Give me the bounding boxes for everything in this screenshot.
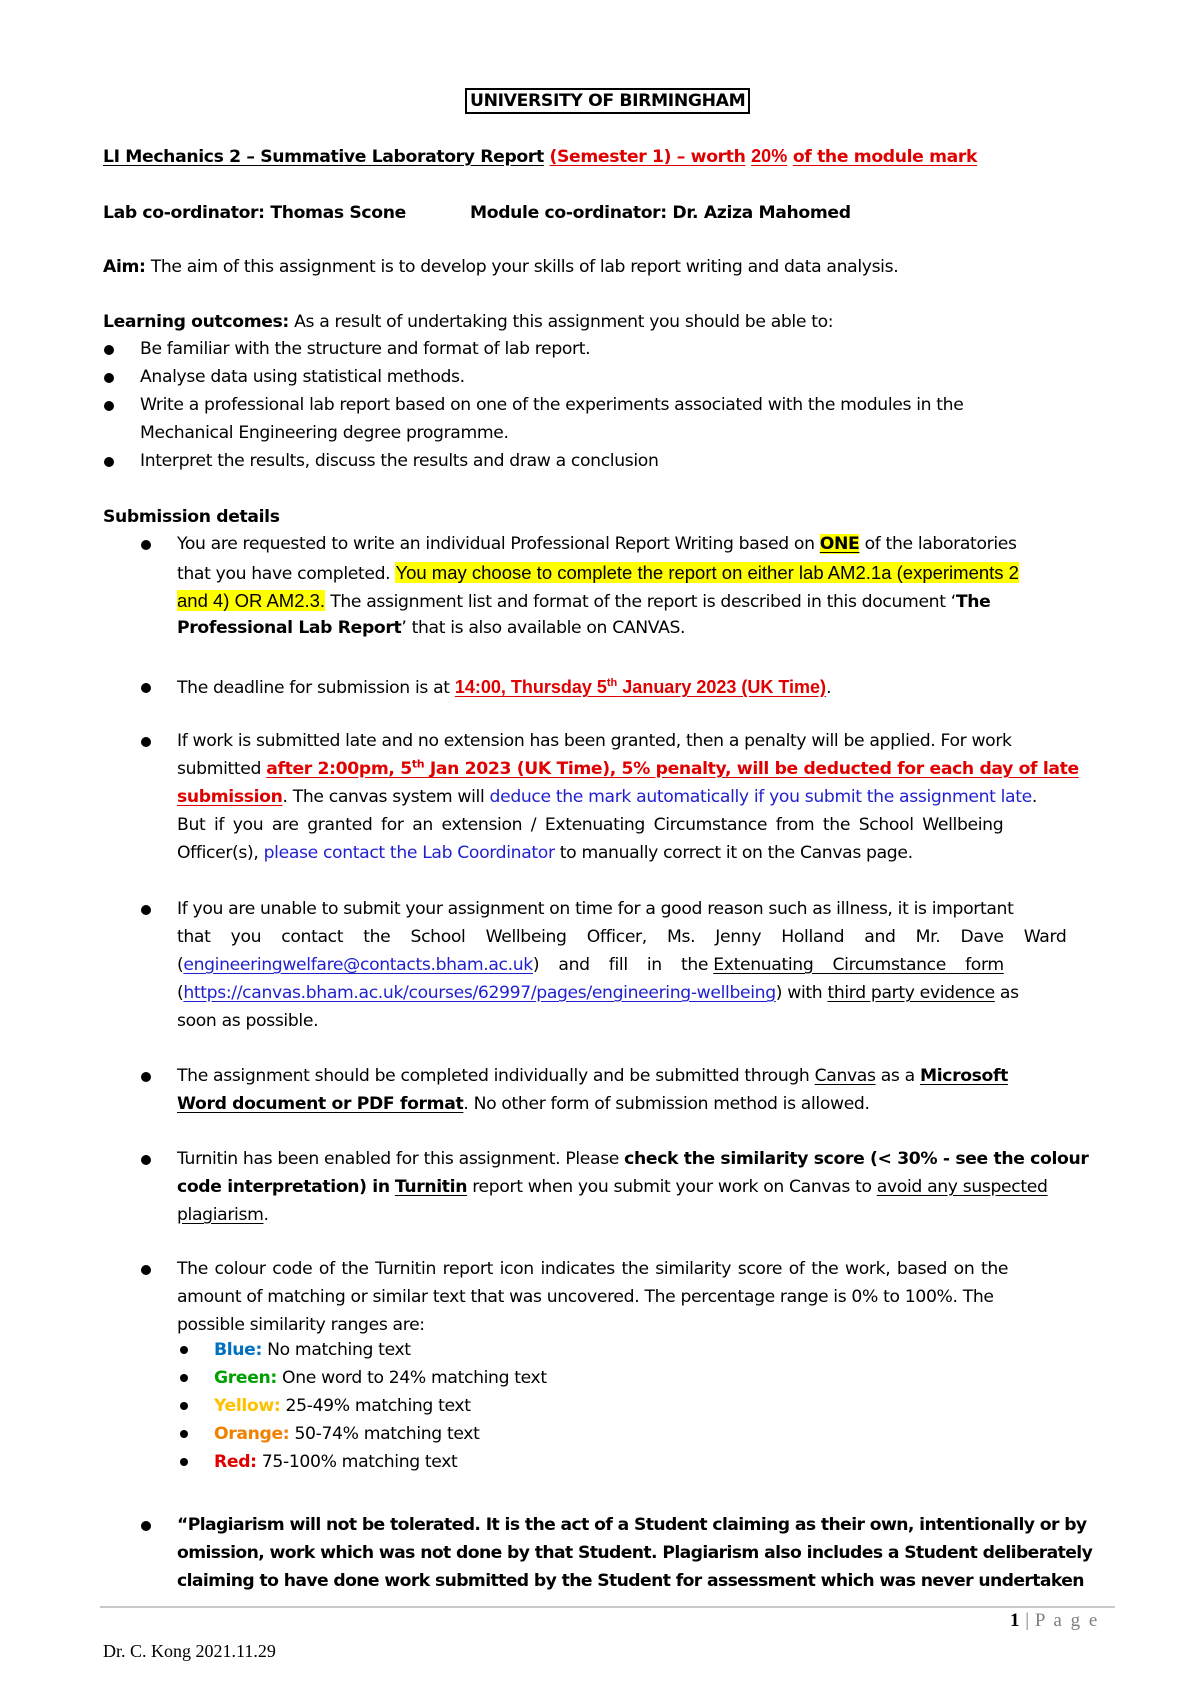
page-num: 1 (1010, 1610, 1020, 1631)
p6-text: Turnitin has been enabled for this assignment. Please (177, 1149, 620, 1169)
bullet-icon (141, 1521, 151, 1531)
p4-as: as (999, 983, 1019, 1003)
title-percent: 20% (751, 146, 788, 166)
p1-text-g: ’ that is also available on CANVAS. (401, 618, 686, 638)
p4-paren2: ( (177, 983, 184, 1003)
p6-check: check the similarity score (< 30% - see the colour (624, 1149, 1089, 1169)
p5-microsoft: Microsoft (919, 1066, 1009, 1086)
welfare-email-link[interactable]: engineeringwelfare@contacts.bham.ac.uk (183, 955, 533, 975)
p6-line2 (177, 1174, 1048, 1201)
bullet-icon (180, 1402, 188, 1410)
p3-deduce: deduce the mark automatically if you submit the assignment late (489, 787, 1032, 807)
aim-label: Aim: (103, 257, 146, 277)
range-label: Orange: (214, 1424, 290, 1444)
p3-text-b: . The canvas system will (282, 787, 485, 807)
p8-line3: claiming to have done work submitted by the Student for assessment which was never undertaken (177, 1571, 1084, 1591)
range-yellow (214, 1393, 471, 1420)
p6-line3 (177, 1202, 269, 1229)
p1-line4 (177, 615, 685, 642)
p1-line2 (177, 559, 1019, 588)
p6-turnitin: Turnitin (394, 1177, 468, 1197)
p4-line5: soon as possible. (177, 1011, 319, 1031)
p1-text-b: of the laboratories (864, 534, 1017, 554)
learning-item: Analyse data using statistical methods. (140, 367, 465, 387)
p6-plagiarism: plagiarism (177, 1205, 264, 1225)
p6-line1 (177, 1146, 1088, 1173)
deadline (455, 677, 826, 697)
p6-report: report when you submit your work on Canvas to (472, 1177, 872, 1197)
p5-format: Word document or PDF format (177, 1094, 464, 1114)
learning-item: Be familiar with the structure and format of lab report. (140, 339, 591, 359)
bullet-icon (141, 540, 151, 550)
p4-paren: ( (177, 955, 184, 975)
p3-officer: Officer(s), (177, 843, 259, 863)
bullet-icon (141, 905, 151, 915)
p8-line2: omission, work which was not done by that Student. Plagiarism also includes a Student deliberately (177, 1543, 1093, 1563)
range-label: Yellow: (214, 1396, 281, 1416)
report-title (103, 143, 977, 171)
aim-text: The aim of this assignment is to develop your skills of lab report writing and data analysis. (150, 257, 899, 277)
p6-avoid: avoid any suspected (876, 1177, 1048, 1197)
deadline-sup: th (606, 677, 618, 689)
p3-penalty-a: after 2:00pm, 5 (266, 759, 412, 779)
p1-text-d: The assignment list and format of the report is described in this document ‘ (330, 592, 956, 612)
page-sep: | (1025, 1610, 1030, 1631)
p3-line5 (177, 840, 913, 867)
title-semester: (Semester 1) – worth (549, 147, 746, 167)
p3-submission: submission (177, 787, 283, 807)
learning-item: Interpret the results, discuss the results and draw a conclusion (140, 451, 659, 471)
range-orange (214, 1421, 480, 1448)
bullet-icon (141, 683, 151, 693)
range-text: 25-49% matching text (285, 1396, 471, 1416)
footer-divider (100, 1606, 1115, 1608)
range-green (214, 1365, 547, 1392)
bullet-icon (180, 1374, 188, 1382)
p5-asa: as a (880, 1066, 915, 1086)
learning-outcomes-label: Learning outcomes: (103, 312, 289, 332)
p7-line2: amount of matching or similar text that was uncovered. The percentage range is 0% to 100%. The (177, 1287, 994, 1307)
title-end: of the module mark (792, 147, 978, 167)
p4-line4 (177, 980, 1019, 1007)
p3-penalty-c: Jan 2023 (UK Time), 5% penalty, will be deducted for each day of late (429, 759, 1079, 779)
p6-code: code interpretation) in (177, 1177, 390, 1197)
p3-penalty (266, 759, 1079, 779)
bullet-icon (141, 1072, 151, 1082)
university-title: UNIVERSITY OF BIRMINGHAM (465, 88, 750, 114)
bullet-icon (141, 1265, 151, 1275)
p1-report-name: Professional Lab Report (177, 618, 402, 638)
p4-line3 (177, 952, 1004, 979)
p6-dot: . (263, 1205, 269, 1225)
university-heading (465, 88, 750, 115)
p5-line2 (177, 1091, 870, 1118)
range-text: 75-100% matching text (261, 1452, 458, 1472)
bullet-icon (104, 373, 114, 383)
p4-line2: that you contact the School Wellbeing Officer, Ms. Jenny Holland and Mr. Dave Ward (177, 927, 1067, 947)
p3-line2 (177, 756, 1079, 783)
bullet-icon (141, 1155, 151, 1165)
learning-item: Write a professional lab report based on one of the experiments associated with the modules in the (140, 395, 964, 415)
bullet-icon (180, 1458, 188, 1466)
bullet-icon (104, 401, 114, 411)
p1-highlight-2: and 4) OR AM2.3. (177, 590, 326, 611)
bullet-icon (141, 737, 151, 747)
p5-canvas: Canvas (814, 1066, 876, 1086)
p5-nootherform: . No other form of submission method is allowed. (463, 1094, 870, 1114)
p5-text: The assignment should be completed individually and be submitted through (177, 1066, 810, 1086)
range-blue (214, 1337, 411, 1364)
p3-dot: . (1031, 787, 1037, 807)
p1-line1 (177, 531, 1017, 558)
p4-evidence: third party evidence (827, 983, 995, 1003)
lab-coordinator: Lab co-ordinator: Thomas Scone (103, 203, 406, 223)
deadline-date: 14:00, Thursday 5 (454, 677, 607, 697)
range-label: Green: (214, 1368, 277, 1388)
p5-line1 (177, 1063, 1008, 1090)
p2-dot: . (826, 678, 832, 698)
p3-contact: please contact the Lab Coordinator (263, 843, 555, 863)
p8-line1: “Plagiarism will not be tolerated. It is the act of a Student claiming as their own, intentionally or by (177, 1515, 1087, 1535)
p3-penalty-sup: th (411, 757, 425, 771)
bullet-icon (180, 1430, 188, 1438)
p7-line3: possible similarity ranges are: (177, 1315, 425, 1335)
learning-outcomes-text: As a result of undertaking this assignment you should be able to: (294, 312, 834, 332)
range-red (214, 1449, 457, 1476)
p3-line4: But if you are granted for an extension / Extenuating Circumstance from the School Wellbeing (177, 815, 1004, 835)
p3-line1: If work is submitted late and no extension has been granted, then a penalty will be applied. For work (177, 731, 1012, 751)
bullet-icon (180, 1346, 188, 1354)
p7-line1: The colour code of the Turnitin report icon indicates the similarity score of the work, based on the (177, 1259, 1009, 1279)
learning-item-cont: Mechanical Engineering degree programme. (140, 423, 509, 443)
p4-line1: If you are unable to submit your assignment on time for a good reason such as illness, it is important (177, 899, 1014, 919)
learning-outcomes-intro (103, 309, 833, 336)
bullet-icon (104, 345, 114, 355)
range-label: Blue: (214, 1340, 263, 1360)
title-main: LI Mechanics 2 – Summative Laboratory Report (103, 147, 544, 167)
p2-text: The deadline for submission is at (177, 678, 450, 698)
module-coordinator: Module co-ordinator: Dr. Aziza Mahomed (470, 203, 851, 223)
wellbeing-url-link[interactable]: https://canvas.bham.ac.uk/courses/62997/pages/engineering-wellbeing (183, 983, 776, 1003)
deadline-rest: January 2023 (UK Time) (622, 677, 827, 697)
p1-text-c: that you have completed. (177, 564, 391, 584)
page-word: P a g e (1034, 1610, 1100, 1631)
p1-line3 (177, 587, 990, 616)
ec-form-link[interactable]: Extenuating Circumstance form (713, 955, 1004, 975)
aim-line (103, 254, 898, 281)
p4-fill: ) and fill in the (532, 955, 709, 975)
p1-one: ONE (819, 534, 860, 554)
page-number (1010, 1610, 1099, 1632)
p1-highlight-1: You may choose to complete the report on either lab AM2.1a (experiments 2 (395, 562, 1019, 583)
range-text: One word to 24% matching text (282, 1368, 547, 1388)
p3-correct: to manually correct it on the Canvas page. (559, 843, 913, 863)
submission-heading: Submission details (103, 507, 280, 527)
range-label: Red: (214, 1452, 257, 1472)
range-text: No matching text (267, 1340, 411, 1360)
p1-text: You are requested to write an individual Professional Report Writing based on (177, 534, 815, 554)
p3-submitted: submitted (177, 759, 262, 779)
footer-author: Dr. C. Kong 2021.11.29 (103, 1641, 276, 1661)
p3-line3 (177, 784, 1037, 811)
range-text: 50-74% matching text (294, 1424, 480, 1444)
bullet-icon (104, 457, 114, 467)
p4-with: ) with (775, 983, 823, 1003)
p1-text-e: The (955, 592, 991, 612)
p2-line (177, 674, 831, 702)
